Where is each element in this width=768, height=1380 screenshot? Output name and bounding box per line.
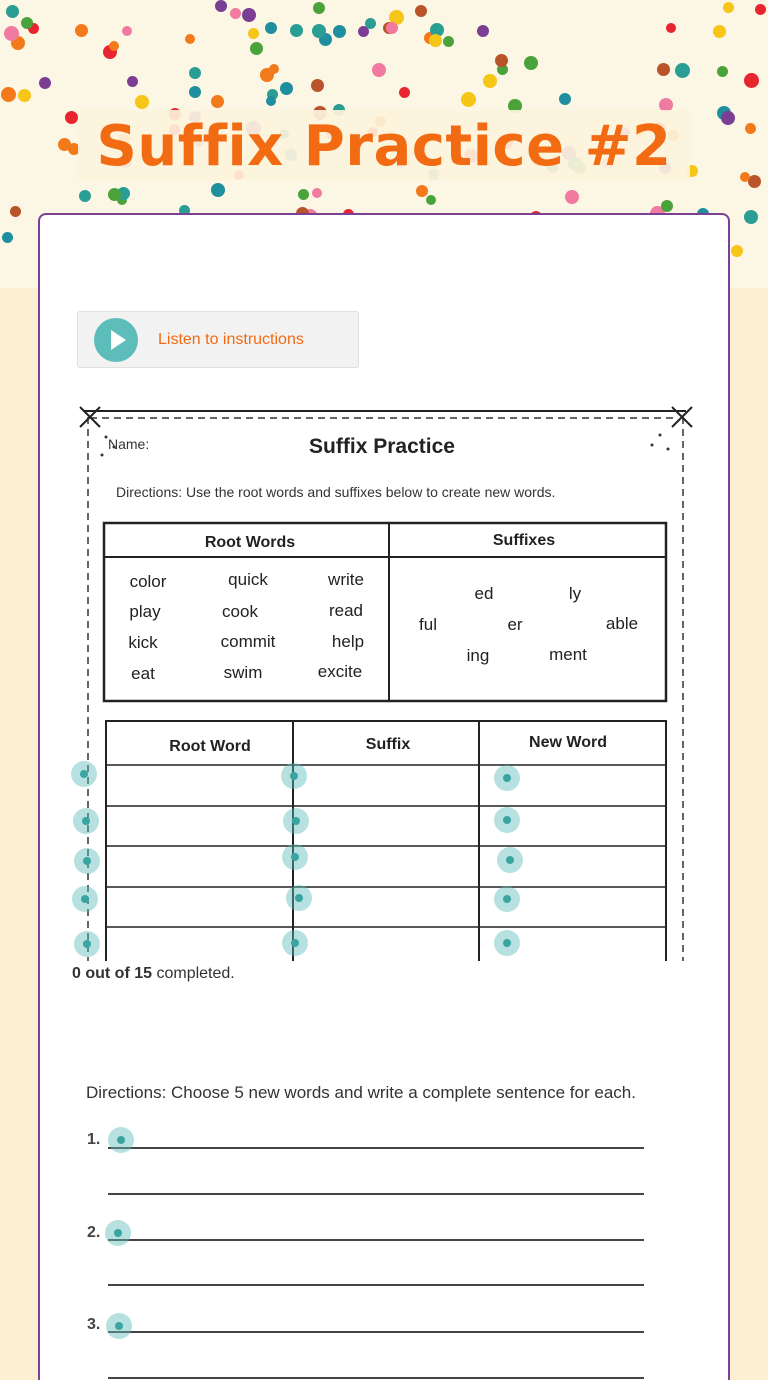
confetti-dot bbox=[713, 25, 726, 38]
confetti-dot bbox=[4, 26, 19, 41]
root-word: help bbox=[331, 632, 365, 651]
confetti-dot bbox=[723, 2, 734, 13]
confetti-dot bbox=[477, 25, 489, 37]
confetti-dot bbox=[109, 41, 119, 51]
confetti-dot bbox=[242, 8, 256, 22]
confetti-dot bbox=[731, 245, 743, 257]
suffix-word: ment bbox=[549, 645, 587, 664]
confetti-dot bbox=[661, 200, 673, 212]
confetti-dot bbox=[399, 87, 410, 98]
confetti-dot bbox=[260, 68, 274, 82]
confetti-dot bbox=[386, 22, 398, 34]
sentence-number: 3. bbox=[87, 1316, 101, 1333]
suffix-word: er bbox=[507, 615, 523, 634]
writing-line bbox=[108, 1331, 644, 1333]
root-word: quick bbox=[228, 570, 268, 589]
page-title: Suffix Practice #2 bbox=[96, 114, 672, 179]
confetti-dot bbox=[312, 188, 322, 198]
answer-hotspot[interactable] bbox=[283, 808, 309, 834]
suffix-word: able bbox=[605, 614, 639, 633]
completion-status bbox=[72, 965, 235, 983]
confetti-dot bbox=[65, 111, 78, 124]
confetti-dot bbox=[443, 36, 454, 47]
answer-hotspot[interactable] bbox=[494, 886, 520, 912]
answer-hotspot[interactable] bbox=[282, 930, 308, 956]
confetti-dot bbox=[312, 24, 326, 38]
root-word: swim bbox=[223, 663, 263, 682]
answer-hotspot[interactable] bbox=[73, 808, 99, 834]
confetti-dot bbox=[79, 190, 91, 202]
root-word: eat bbox=[131, 664, 155, 683]
answer-hotspot[interactable] bbox=[281, 763, 307, 789]
confetti-dot bbox=[675, 63, 690, 78]
answer-header: Root Word bbox=[169, 738, 251, 755]
listen-to-instructions-button[interactable] bbox=[77, 311, 359, 368]
answer-hotspot[interactable] bbox=[282, 844, 308, 870]
confetti-dot bbox=[290, 24, 303, 37]
assignment-card bbox=[38, 213, 730, 1380]
confetti-dot bbox=[755, 4, 766, 15]
confetti-dot bbox=[1, 87, 16, 102]
worksheet-heading: Suffix Practice bbox=[309, 435, 455, 458]
answer-hotspot[interactable] bbox=[497, 847, 523, 873]
confetti-dot bbox=[415, 5, 427, 17]
confetti-dot bbox=[248, 28, 259, 39]
confetti-dot bbox=[250, 42, 263, 55]
worksheet-image bbox=[78, 405, 694, 961]
confetti-dot bbox=[744, 210, 758, 224]
root-word: write bbox=[328, 570, 364, 589]
worksheet-drawing bbox=[78, 405, 694, 961]
confetti-dot bbox=[565, 190, 579, 204]
confetti-dot bbox=[108, 188, 121, 201]
confetti-dot bbox=[311, 79, 324, 92]
sentence-hotspot[interactable] bbox=[105, 1220, 131, 1246]
confetti-dot bbox=[211, 183, 225, 197]
root-word: commit bbox=[220, 632, 276, 651]
sentence-hotspot[interactable] bbox=[106, 1313, 132, 1339]
confetti-dot bbox=[717, 66, 728, 77]
suffix-word: ing bbox=[466, 646, 490, 665]
worksheet-directions: Directions: Use the root words and suffixes below to create new words. bbox=[116, 484, 556, 500]
answer-hotspot[interactable] bbox=[72, 886, 98, 912]
confetti-dot bbox=[189, 67, 201, 79]
confetti-dot bbox=[416, 185, 428, 197]
writing-line bbox=[108, 1377, 644, 1379]
answer-hotspot[interactable] bbox=[286, 885, 312, 911]
suffix-word: ed bbox=[474, 584, 494, 603]
confetti-dot bbox=[211, 95, 224, 108]
answer-hotspot[interactable] bbox=[494, 807, 520, 833]
writing-line bbox=[108, 1147, 644, 1149]
answer-hotspot[interactable] bbox=[494, 765, 520, 791]
confetti-dot bbox=[721, 111, 735, 125]
confetti-dot bbox=[483, 74, 497, 88]
confetti-dot bbox=[365, 18, 376, 29]
confetti-dot bbox=[280, 82, 293, 95]
confetti-dot bbox=[495, 54, 508, 67]
suffixes-header: Suffixes bbox=[492, 532, 556, 549]
name-label: Name: bbox=[108, 436, 150, 452]
confetti-dot bbox=[559, 93, 571, 105]
sentence-number: 1. bbox=[87, 1131, 101, 1148]
confetti-dot bbox=[18, 89, 31, 102]
confetti-dot bbox=[215, 0, 227, 12]
answer-hotspot[interactable] bbox=[74, 931, 100, 957]
page-title-backdrop bbox=[78, 110, 690, 180]
confetti-dot bbox=[39, 77, 51, 89]
confetti-dot bbox=[298, 189, 309, 200]
confetti-dot bbox=[426, 195, 436, 205]
sentences-worksheet-image bbox=[78, 1073, 694, 1380]
confetti-dot bbox=[127, 76, 138, 87]
confetti-dot bbox=[745, 123, 756, 134]
root-word: kick bbox=[128, 633, 158, 652]
confetti-dot bbox=[666, 23, 676, 33]
answer-hotspot[interactable] bbox=[71, 761, 97, 787]
suffix-word: ly bbox=[568, 584, 582, 603]
confetti-dot bbox=[230, 8, 241, 19]
writing-line bbox=[108, 1193, 644, 1195]
confetti-dot bbox=[135, 95, 149, 109]
confetti-dot bbox=[189, 86, 201, 98]
listen-label: Listen to instructions bbox=[158, 331, 304, 348]
answer-header: New Word bbox=[529, 734, 607, 751]
root-word: color bbox=[129, 572, 167, 591]
answer-header: Suffix bbox=[365, 736, 411, 753]
confetti-dot bbox=[657, 63, 670, 76]
answer-hotspot[interactable] bbox=[494, 930, 520, 956]
confetti-dot bbox=[740, 172, 750, 182]
answer-hotspot[interactable] bbox=[74, 848, 100, 874]
sentences-directions: Directions: Choose 5 new words and write a complete sentence for each. bbox=[86, 1083, 636, 1102]
confetti-dot bbox=[122, 26, 132, 36]
confetti-dot bbox=[333, 25, 346, 38]
confetti-dot bbox=[10, 206, 21, 217]
confetti-dot bbox=[185, 34, 195, 44]
confetti-dot bbox=[524, 56, 538, 70]
root-word: cook bbox=[222, 602, 258, 621]
play-icon bbox=[94, 318, 138, 362]
confetti-dot bbox=[429, 34, 442, 47]
root-word: play bbox=[129, 602, 161, 621]
suffix-word: ful bbox=[419, 615, 437, 634]
confetti-dot bbox=[21, 17, 33, 29]
confetti-dot bbox=[313, 2, 325, 14]
confetti-dot bbox=[6, 5, 19, 18]
confetti-dot bbox=[461, 92, 476, 107]
writing-line bbox=[108, 1284, 644, 1286]
confetti-dot bbox=[266, 96, 276, 106]
root-word: excite bbox=[317, 662, 363, 681]
confetti-dot bbox=[265, 22, 277, 34]
completion-suffix: completed. bbox=[156, 965, 235, 982]
root-word: read bbox=[328, 601, 364, 620]
confetti-dot bbox=[75, 24, 88, 37]
completion-count: 0 out of 15 bbox=[72, 965, 153, 982]
confetti-dot bbox=[2, 232, 13, 243]
root-words-header: Root Words bbox=[204, 534, 296, 551]
sentence-number: 2. bbox=[87, 1224, 101, 1241]
confetti-dot bbox=[372, 63, 386, 77]
sentence-hotspot[interactable] bbox=[108, 1127, 134, 1153]
writing-line bbox=[108, 1239, 644, 1241]
confetti-dot bbox=[744, 73, 759, 88]
